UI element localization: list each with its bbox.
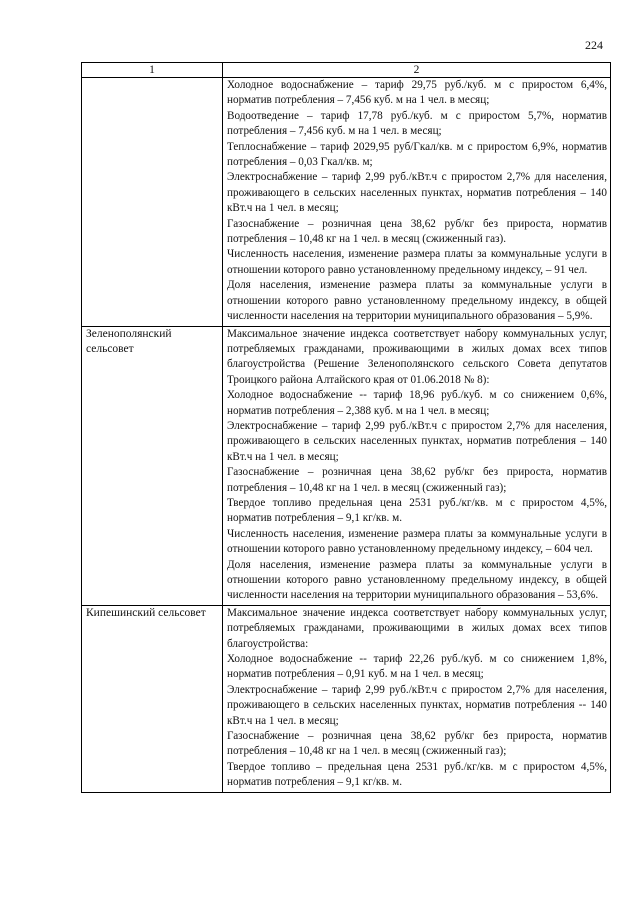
- tariff-paragraph: Газоснабжение – розничная цена 38,62 руб/кг без прироста, норматив потребления – 10,48 кг на 1 чел. в месяц (сжиженный газ).: [227, 217, 607, 246]
- municipality-name: [82, 78, 223, 327]
- column-header-1: 1: [82, 63, 223, 78]
- population-count-paragraph: Численность населения, изменение размера платы за коммунальные услуги в отношении которого равно установленному предельному индексу, – 604 чел.: [227, 527, 607, 556]
- tariff-paragraph: Электроснабжение – тариф 2,99 руб./кВт.ч с приростом 2,7% для населения, проживающего в сельских населенных пунктах, норматив потребления -- 140 кВт.ч на 1 чел. в месяц;: [227, 683, 607, 727]
- tariff-paragraph: Газоснабжение – розничная цена 38,62 руб/кг без прироста, норматив потребления – 10,48 кг на 1 чел. в месяц (сжиженный газ);: [227, 466, 607, 494]
- index-summary-paragraph: Максимальное значение индекса соответствует набору коммунальных услуг, потребляемых гражданами, проживающими в жилых домах всех типов благоустройства:: [227, 606, 607, 650]
- tariff-paragraph: Твердое топливо предельная цена 2531 руб./кг/кв. м с приростом 4,5%, норматив потребления – 9,1 кг/кв. м.: [227, 496, 607, 525]
- municipality-name: Кипешинский сельсовет: [82, 605, 223, 792]
- tariff-paragraph: Холодное водоснабжение -- тариф 18,96 руб./куб. м со снижением 0,6%, норматив потребления – 2,388 куб. м на 1 чел. в месяц;: [227, 389, 607, 417]
- index-description: [223, 78, 611, 327]
- table-row: [82, 605, 611, 792]
- tariff-paragraph: Теплоснабжение – тариф 2029,95 руб/Гкал/кв. м с приростом 6,9%, норматив потребления – 0,03 Гкал/кв. м;: [227, 140, 607, 169]
- table-row: [82, 78, 611, 327]
- page-number: 224: [585, 38, 603, 52]
- index-description: [223, 326, 611, 605]
- municipal-index-table: [81, 62, 611, 793]
- population-share-paragraph: Доля населения, изменение размера платы за коммунальные услуги в отношении которого равно установленному предельному индексу, в общей численности населения на территории муниципального образования – 53,6%.: [227, 558, 607, 602]
- municipality-name: Зеленополянский сельсовет: [82, 326, 223, 605]
- column-header-2: 2: [223, 63, 611, 78]
- index-summary-paragraph: Максимальное значение индекса соответствует набору коммунальных услуг, потребляемых гражданами, проживающими в жилых домах всех типов благоустройства (Решение Зеленополянского сельского Совета депутатов Троицкого района Алтайского края от 01.06.2018 № 8):: [227, 327, 607, 386]
- tariff-paragraph: Холодное водоснабжение – тариф 29,75 руб./куб. м с приростом 6,4%, норматив потребления – 7,456 куб. м на 1 чел. в месяц;: [227, 79, 607, 107]
- table-header-row: [82, 63, 611, 78]
- tariff-paragraph: Водоотведение – тариф 17,78 руб./куб. м с приростом 5,7%, норматив потребления – 7,456 куб. м на 1 чел. в месяц;: [227, 109, 607, 138]
- tariff-paragraph: Холодное водоснабжение -- тариф 22,26 руб./куб. м со снижением 1,8%, норматив потребления – 0,91 куб. м на 1 чел. в месяц;: [227, 653, 607, 681]
- tariff-paragraph: Электроснабжение – тариф 2,99 руб./кВт.ч с приростом 2,7% для населения, проживающего в сельских населенных пунктах, норматив потребления – 140 кВт.ч на 1 чел. в месяц;: [227, 171, 607, 215]
- population-count-paragraph: Численность населения, изменение размера платы за коммунальные услуги в отношении которого равно установленному предельному индексу, – 91 чел.: [227, 248, 607, 276]
- index-description: [223, 605, 611, 792]
- table-row: [82, 326, 611, 605]
- tariff-paragraph: Твердое топливо – предельная цена 2531 руб./кг/кв. м с приростом 4,5%, норматив потребления – 9,1 кг/кв. м.: [227, 760, 607, 789]
- population-share-paragraph: Доля населения, изменение размера платы за коммунальные услуги в отношении которого равно установленному предельному индексу, в общей численности населения на территории муниципального образования – 5,9%.: [227, 279, 607, 323]
- tariff-paragraph: Электроснабжение – тариф 2,99 руб./кВт.ч с приростом 2,7% для населения, проживающего в сельских населенных пунктах, норматив потребления – 140 кВт.ч на 1 чел. в месяц;: [227, 419, 607, 463]
- tariff-paragraph: Газоснабжение – розничная цена 38,62 руб/кг без прироста, норматив потребления – 10,48 кг на 1 чел. в месяц (сжиженный газ);: [227, 730, 607, 758]
